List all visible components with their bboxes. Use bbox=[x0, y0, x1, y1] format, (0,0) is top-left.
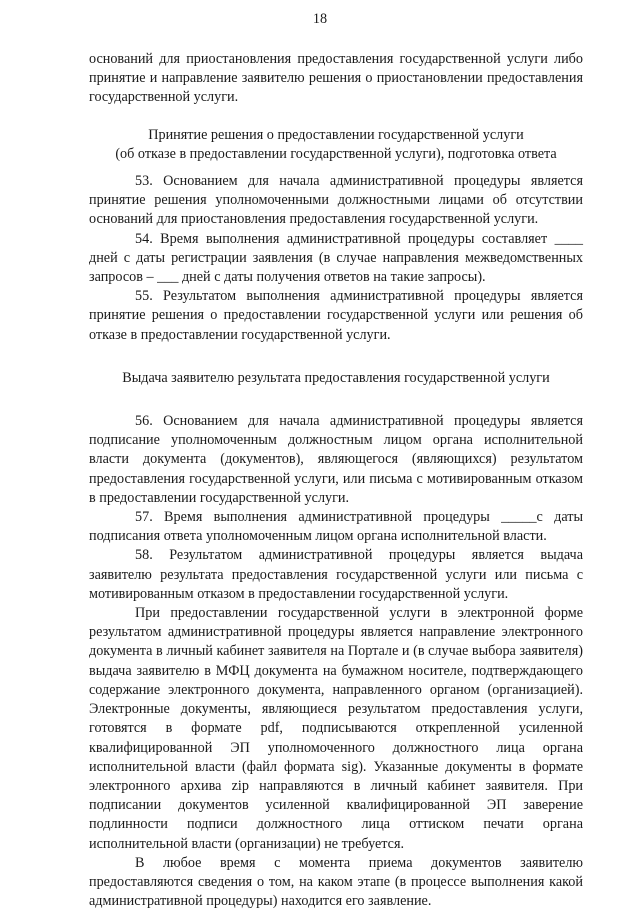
section-heading-line-2: (об отказе в предоставлении государственной услуги), подготовка ответа bbox=[115, 145, 557, 162]
document-body bbox=[89, 50, 583, 911]
page-number: 18 bbox=[312, 11, 328, 27]
paragraph-continuation: оснований для приостановления предоставления государственной услуги либо принятие и направление заявителю решения о приостановлении предоставления государственной услуги. bbox=[89, 51, 583, 106]
paragraph-55: 55. Результатом выполнения административной процедуры является принятие решения о предоставлении государственной услуги или решения об отказе в предоставлении государственной услуги. bbox=[89, 288, 583, 343]
paragraph-58: 58. Результатом административной процедуры является выдача заявителю результата предоставления государственной услуги или письма с мотивированным отказом в предоставлении государственной услуги. bbox=[89, 547, 583, 602]
paragraph-54: 54. Время выполнения административной процедуры составляет ____ дней с даты регистрации заявления (в случае направления межведомственных запросов – ___ дней с даты получения ответов на такие запросы). bbox=[89, 230, 583, 286]
paragraph-56: 56. Основанием для начала административной процедуры является подписание уполномоченным должностным лицом органа исполнительной власти документа (документов), являющегося (являющихся) результатом предоставления государственной услуги, или письма с мотивированным отказом в предоставлении государственной услуги. bbox=[89, 413, 583, 506]
section-heading-delivery: Выдача заявителю результата предоставления государственной услуги bbox=[122, 369, 550, 386]
paragraph-53: 53. Основанием для начала административной процедуры является принятие решения уполномоченными должностными лицами об отсутствии оснований для приостановления предоставления государственной услуги. bbox=[89, 173, 583, 228]
paragraph-status-info: В любое время с момента приема документов заявителю предоставляются сведения о том, на каком этапе (в процессе выполнения какой административной процедуры) находится его заявление. bbox=[89, 854, 583, 910]
paragraph-electronic-form: При предоставлении государственной услуги в электронной форме результатом административной процедуры является направление электронного документа в личный кабинет заявителя на Портале и (в случае выбора заявителя) выдача заявителю в МФЦ документа на бумажном носителе, подтверждающего содержание электронного документа, направленного органом (организацией). Электронные документы, являющиеся результатом предоставления услуги, готовятся в формате pdf, подписываются открепленной усиленной квалифицированной ЭП уполномоченного должностного лица органа исполнительной власти (файл формата sig). Указанные документы в формате электронного архива zip направляются в личный кабинет заявителя. При подписании документов усиленной квалифицированной ЭП заверение подлинности подписи должностного лица оттиском печати органа исполнительной власти (организации) не требуется. bbox=[89, 605, 583, 852]
paragraph-57: 57. Время выполнения административной процедуры _____с даты подписания ответа уполномоченным лицом органа исполнительной власти. bbox=[89, 509, 583, 545]
section-heading-line-1: Принятие решения о предоставлении государственной услуги bbox=[148, 126, 524, 143]
